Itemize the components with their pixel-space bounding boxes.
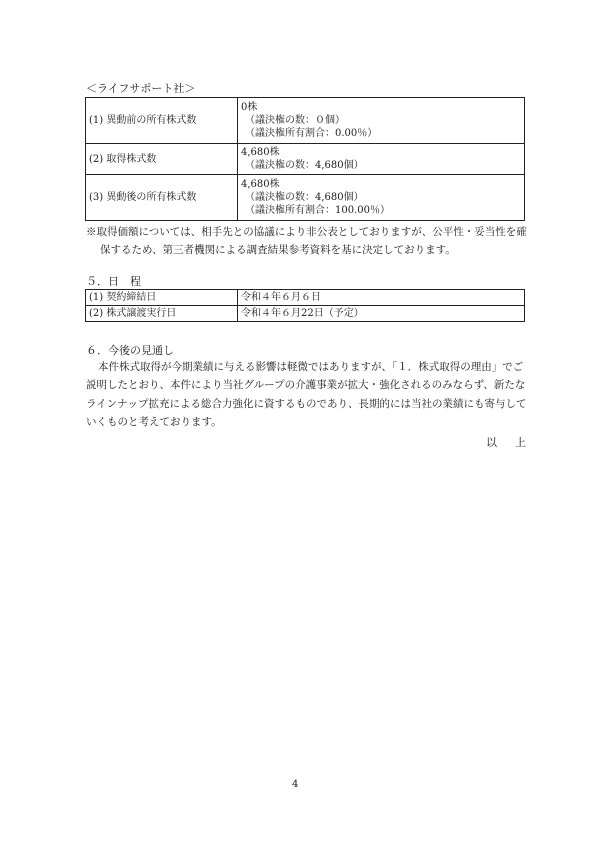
row-label: (1) 異動前の所有株式数 [86, 98, 238, 144]
table-row [86, 306, 525, 322]
closing-mark: 以上 [486, 436, 544, 449]
holding-table [85, 97, 525, 221]
value-line: （議決権の数：4,680個） [245, 192, 364, 203]
table-row [86, 290, 525, 306]
value-line: 0株 [241, 102, 258, 113]
table-row [86, 175, 525, 221]
value-line: 4,680株 [241, 147, 280, 158]
row-value [238, 175, 525, 221]
row-value: 令和４年６月22日（予定） [238, 306, 525, 322]
row-label: (2) 取得株式数 [86, 144, 238, 175]
section-6-title: ６．今後の見通し [86, 344, 174, 357]
paragraph-line: いくものと考えております。 [86, 415, 222, 428]
note-line: ※取得価額については、相手先との協議により非公表としておりますが、公平性・妥当性を確 [86, 226, 527, 238]
page-number: 4 [292, 779, 299, 790]
row-label: (1) 契約締結日 [86, 290, 238, 306]
row-value [238, 98, 525, 144]
value-line: （議決権所有割合：100.00％） [245, 205, 390, 216]
outlook-paragraph [86, 358, 531, 431]
section-5-title: ５．日 程 [86, 275, 141, 288]
value-line: （議決権所有割合：0.00％） [245, 128, 378, 139]
note-line: 保するため、第三者機関による調査結果参考資料を基に決定しております。 [100, 244, 456, 256]
price-note [86, 223, 531, 259]
table-row [86, 144, 525, 175]
value-line: （議決権の数：０個） [245, 115, 345, 126]
row-value [238, 144, 525, 175]
paragraph-line: 説明したとおり、本件により当社グループの介護事業が拡大・強化されるのみならず、新たな [86, 379, 526, 392]
table-row [86, 98, 525, 144]
paragraph-line: 本件株式取得が今期業績に与える影響は軽微ではありますが、「１．株式取得の理由」でご [98, 361, 524, 373]
company-header: ＜ライフサポート社＞ [86, 82, 196, 95]
row-label: (3) 異動後の所有株式数 [86, 175, 238, 221]
value-line: （議決権の数：4,680個） [245, 160, 364, 171]
row-value: 令和４年６月６日 [238, 290, 525, 306]
paragraph-line: ラインナップ拡充による総合力強化に資するものであり、長期的には当社の業績にも寄与して [86, 397, 527, 410]
schedule-table [85, 289, 525, 322]
value-line: 4,680株 [241, 179, 280, 190]
row-label: (2) 株式譲渡実行日 [86, 306, 238, 322]
